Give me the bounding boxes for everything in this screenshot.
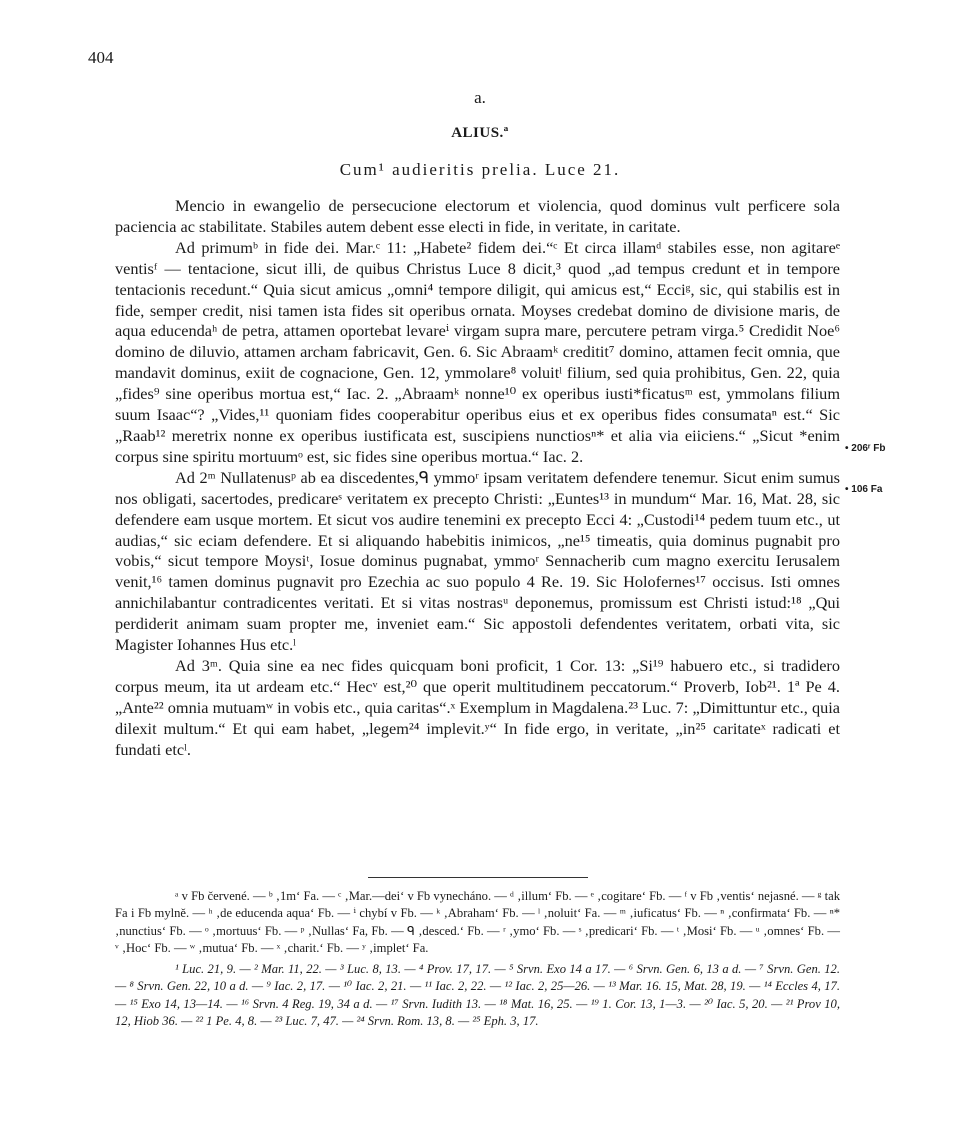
paragraph-secundum: Ad 2ᵐ Nullatenusᵖ ab ea discedentes,ᑫ ymmoʳ ipsam veritatem defendere tenemur. Sicut enim sumus nos obligati, sacertodes, predicareˢ veritatem ex precepto Christi: „Euntes¹³ in mundum“ Mar. 16, Mat. 28, sic defendere eam usque mortem. Et sicut vos audire tenemini ex precepto Ecci 4: „Custodi¹⁴ pedem tuum etc., ut audias,“ sic eciam defendere. Et si aliquando habebitis inimicos, „ne¹⁵ timeatis, quia dominus pugnabit pro vobis,“ sicut tempore Moysiᵗ, Iosue dominus pugnabat, ymmoʳ Sennacherib cum magno exercitu Ierusalem venit,¹⁶ tamen dominus pugnavit pro Ezechia ac suo populo 4 Re. 19. Sic Holofernes¹⁷ occisus. Isti omnes annichilabantur contradicentes veritati. Et si vitas nostrasᵘ deponemus, promissum est Christi istud:¹⁸ „Qui perdiderit animam suam propter me, inveniet eam.“ Sic appostoli defendentes veritatem, orbati vita, sic Magister Iohannes Hus etc.ˡ bbox=[115, 467, 840, 655]
section-letter: a. bbox=[474, 88, 486, 107]
page-number: 404 bbox=[88, 48, 114, 67]
paragraph-tertium: Ad 3ᵐ. Quia sine ea nec fides quicquam boni proficit, 1 Cor. 13: „Si¹⁹ habuero etc., si tradidero corpus meum, ita ut ardeam etc.“ Hecᵛ est,²⁰ que operit multitudinem peccatorum.“ Proverb, Iob²¹. 1ª Pe 4. „Ante²² omnia mutuamʷ in vobis etc., quia caritas“.ˣ Exemplum in Magdalena.²³ Luc. 7: „Dimittuntur etc., quia dilexit multum.“ Et qui eam habet, „legem²⁴ implevit.ʸ“ In fide ergo, in veritate, „in²⁵ caritateˣ radicati et fundati etcˡ. bbox=[115, 655, 840, 759]
footnotes-references: ¹ Luc. 21, 9. — ² Mar. 11, 22. — ³ Luc. 8, 13. — ⁴ Prov. 17, 17. — ⁵ Srvn. Exo 14 a 17. — ⁶ Srvn. Gen. 6, 13 a d. — ⁷ Srvn. Gen. 12. — ⁸ Srvn. Gen. 22, 10 a d. — ⁹ Iac. 2, 17. — ¹⁰ Iac. 2, 21. — ¹¹ Iac. 2, 22. — ¹² Iac. 2, 25—26. — ¹³ Mar. 16. 15, Mat. 28, 19. — ¹⁴ Eccles 4, 17. — ¹⁵ Exo 14, 13—14. — ¹⁶ Srvn. 4 Reg. 19, 34 a d. — ¹⁷ Srvn. Iudith 13. — ¹⁸ Mat. 16, 25. — ¹⁹ 1. Cor. 13, 1—3. — ²⁰ Iac. 5, 20. — ²¹ Prov 10, 12, Hiob 36. — ²² 1 Pe. 4, 8. — ²³ Luc. 7, 47. — ²⁴ Srvn. Rom. 13, 8. — ²⁵ Eph. 3, 17. bbox=[115, 962, 840, 1029]
paragraph-intro: Mencio in ewangelio de persecucione electorum et violencia, quod dominus vult perficere sola paciencia ac stabilitate. Stabiles autem debent esse electi in fide, in veritate, in caritate. bbox=[115, 196, 840, 236]
footnote-divider bbox=[368, 877, 588, 878]
footnotes bbox=[115, 888, 840, 1030]
main-text bbox=[115, 196, 840, 760]
margin-note-folio-106: • 106 Fa bbox=[845, 484, 883, 495]
sermon-heading: ALIUS.ª bbox=[451, 125, 509, 141]
paragraph-primum: Ad primumᵇ in fide dei. Mar.ᶜ 11: „Habete² fidem dei.“ᶜ Et circa illamᵈ stabiles esse, non agitareᵉ ventisᶠ — tentacione, sicut illi, de quibus Christus Luce 8 dicit,³ quod „ad tempus credunt et in tempore tentacionis recedunt.“ Quia sicut amicus „omni⁴ tempore diligit, qui amicus est,“ Ecciᵍ, sic, qui stabilis est in fide, semper credit, nisi tamen ista fides sit operibus ornata. Moyses credebat domino de divisione maris, de aqua educendaʰ de petra, attamen oportebat levareⁱ virgam supra mare, percutere petram virga.⁵ Credidit Noe⁶ domino de diluvio, attamen archam fabricavit, Gen. 6. Sic Abraamᵏ creditit⁷ domino, attamen fecit omnia, que mandavit dominus, exiit de cognacione, Gen. 12, ymmolare⁸ voluitˡ filium, sed quia prohibitus, Gen. 22, quia „fides⁹ sine operibus mortua est,“ Iac. 2. „Abraamᵏ nonne¹⁰ ex operibus iusti*ficatusᵐ est, ymmolans filium suum Isaac“? „Vides,¹¹ quoniam fides cooperabitur operibus eius et ex operibus fides consumataⁿ est.“ Sic „Raab¹² meretrix nonne ex operibus iustificata est, suscipiens nunctiosⁿ* et alia via eiiciens.“ „Sicut *enim corpus sine spiritu mortuumᵒ est, sic fides sine operibus mortua.“ Iac. 2. bbox=[115, 237, 840, 466]
margin-note-folio-206: • 206ʳ Fb bbox=[845, 443, 886, 454]
sermon-theme: Cum¹ audieritis prelia. Luce 21. bbox=[339, 160, 621, 179]
footnotes-variants: ᵃ v Fb červené. — ᵇ ‚1m‘ Fa. — ᶜ ‚Mar.—dei‘ v Fb vynecháno. — ᵈ ‚illum‘ Fb. — ᵉ ‚cogitare‘ Fb. — ᶠ v Fb ‚ventis‘ nejasné. — ᵍ tak Fa i Fb mylně. — ʰ ‚de educenda aqua‘ Fb. — ⁱ chybí v Fb. — ᵏ ‚Abraham‘ Fb. — ˡ ‚noluit‘ Fa. — ᵐ ‚iuficatus‘ Fb. — ⁿ ‚confirmata‘ Fb. — ⁿ* ‚nunctius‘ Fb. — ᵒ ‚mortuus‘ Fb. — ᵖ ‚Nullas‘ Fa, Fb. — ᑫ ‚desced.‘ Fb. — ʳ ‚ymo‘ Fb. — ˢ ‚predicari‘ Fb. — ᵗ ‚Mosi‘ Fb. — ᵘ ‚omnes‘ Fb. — ᵛ ‚Hoc‘ Fb. — ʷ ‚mutua‘ Fb. — ˣ ‚charit.‘ Fb. — ʸ ‚implet‘ Fa. bbox=[115, 889, 840, 955]
